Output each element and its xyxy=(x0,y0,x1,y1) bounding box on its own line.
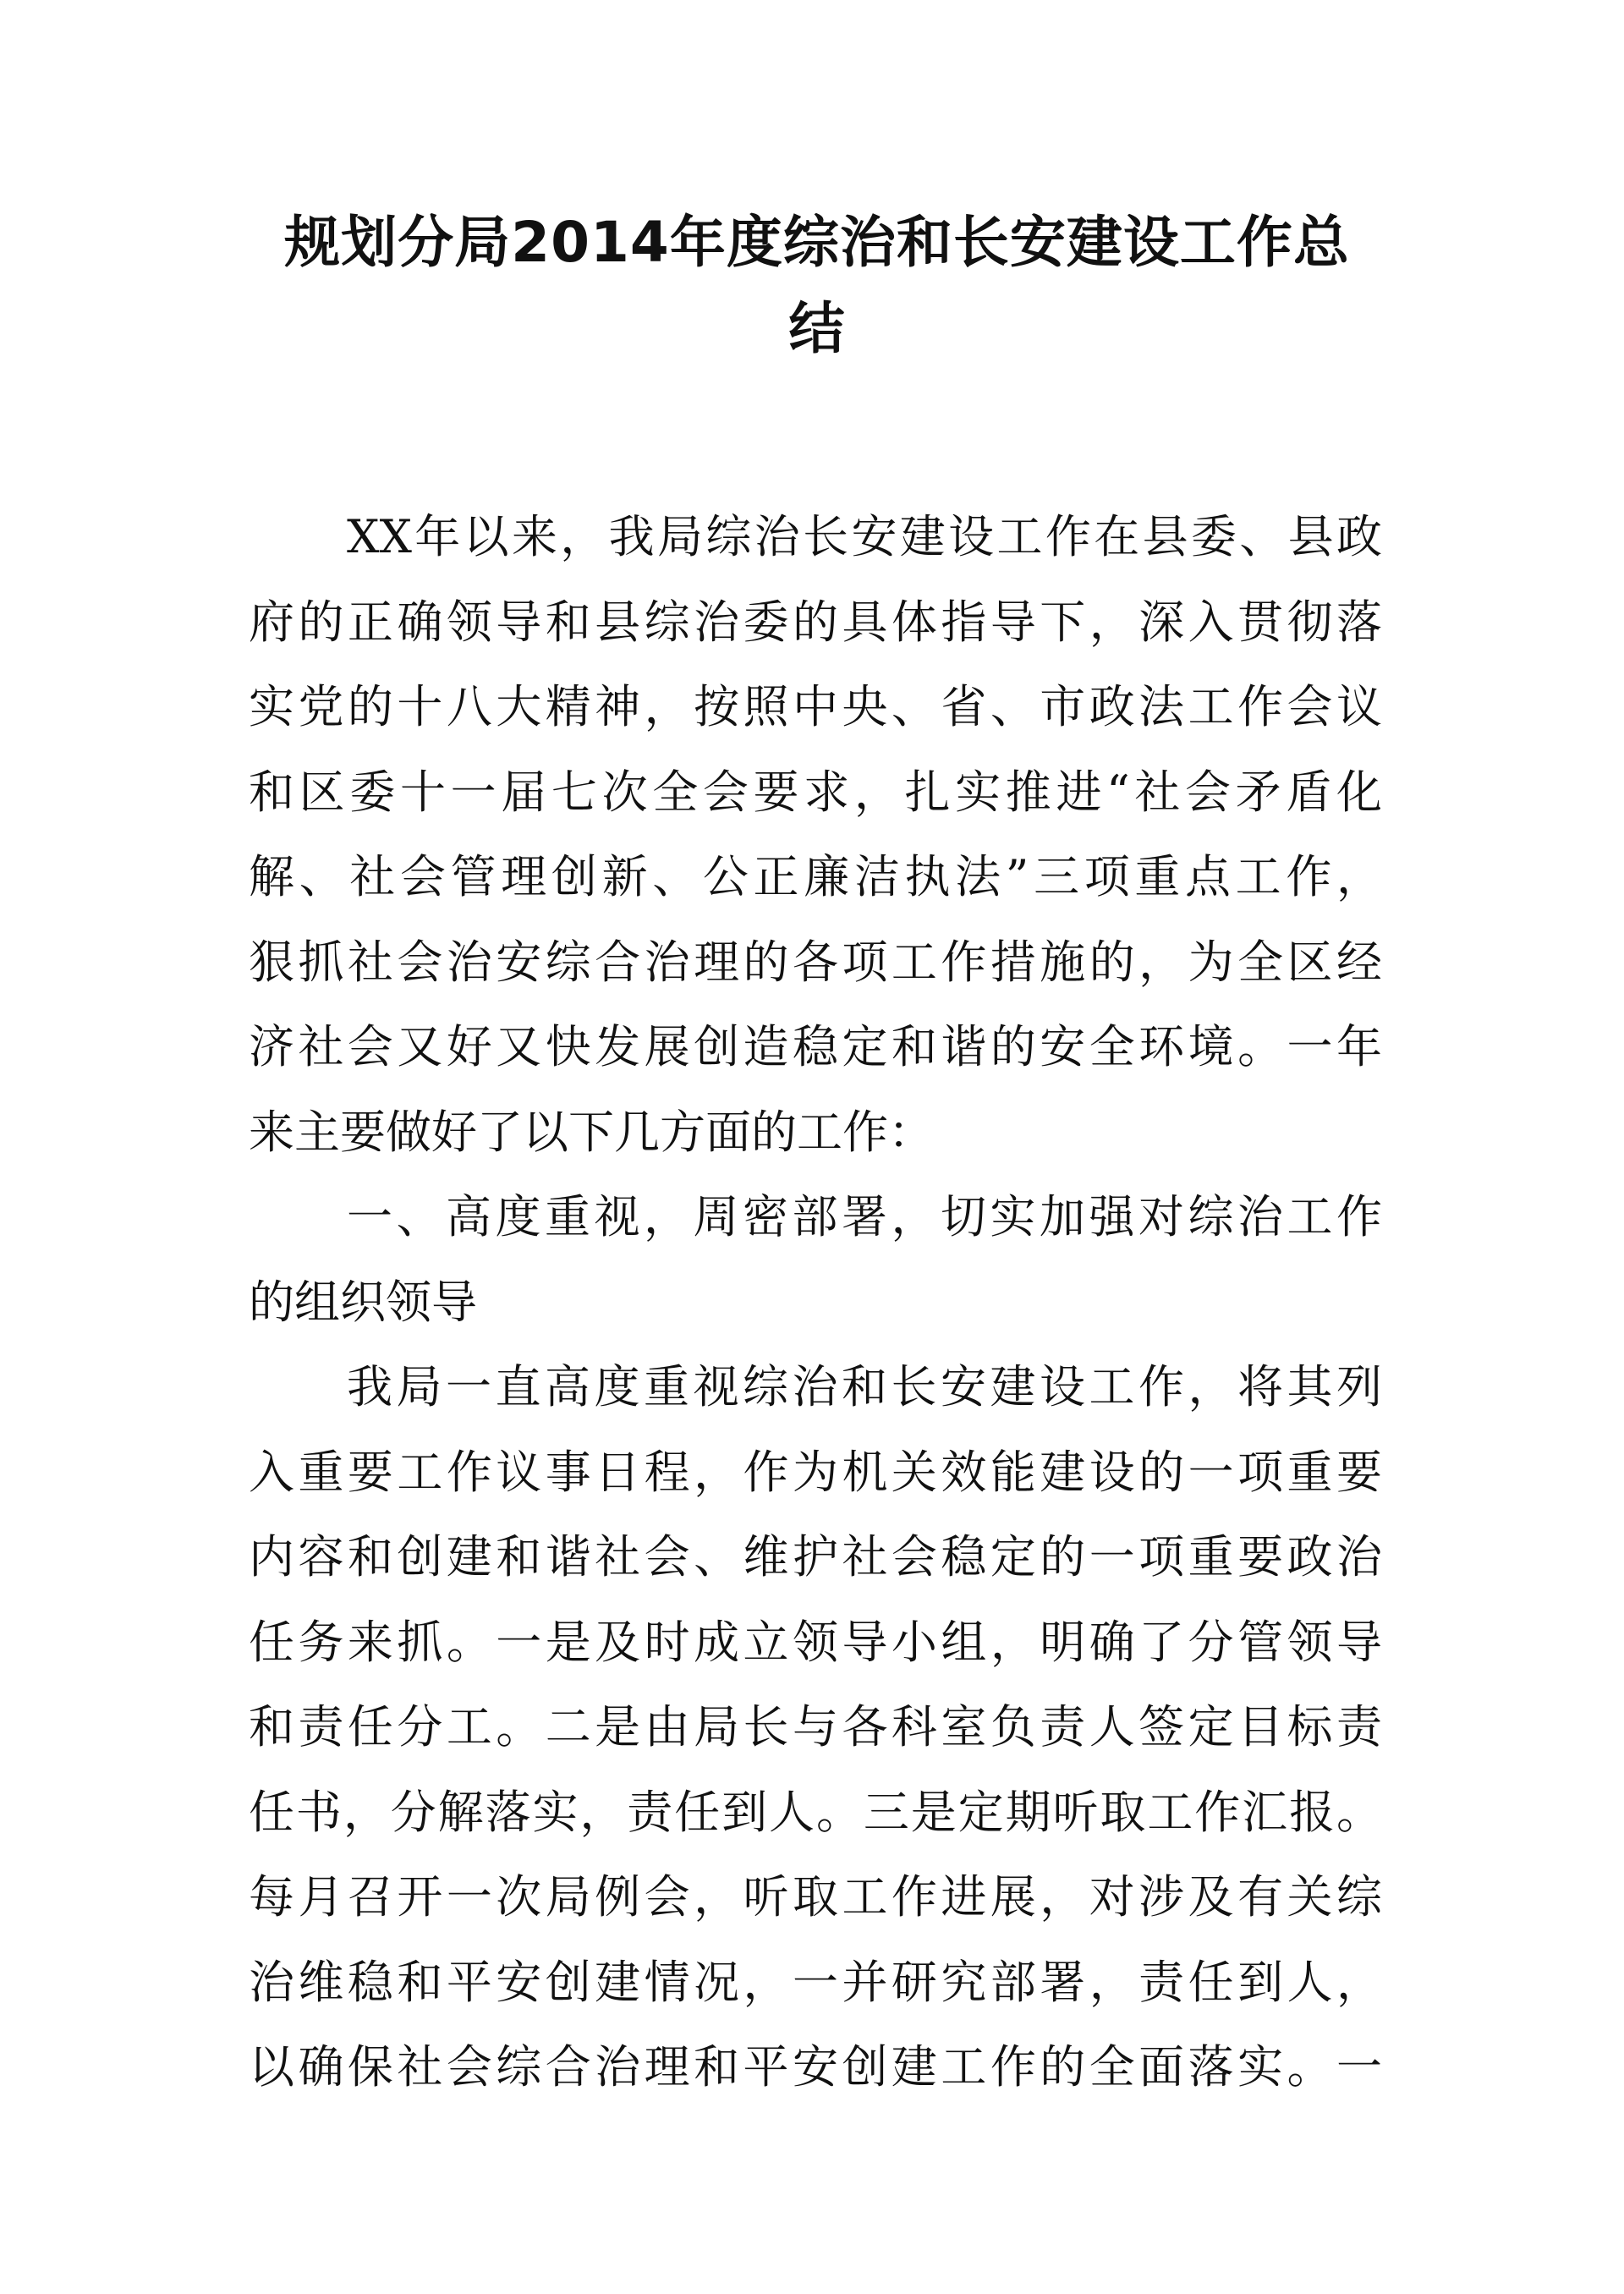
paragraph-intro xyxy=(249,495,1382,1175)
title-line-1: 规划分局2014年度综治和长安建设工作总 xyxy=(284,210,1350,275)
section-heading-1 xyxy=(249,1175,1382,1345)
title-line-2: 结 xyxy=(788,296,846,361)
paragraph-line: 任务来抓。一是及时成立领导小组，明确了分管领导 xyxy=(249,1615,1382,1669)
paragraph-line: XX年以来，我局综治长安建设工作在县委、县政 xyxy=(347,510,1382,563)
document-body xyxy=(249,495,1382,2110)
section-heading-line: 的组织领导 xyxy=(249,1275,477,1329)
paragraph-line: 和责任分工。二是由局长与各科室负责人签定目标责 xyxy=(249,1700,1382,1753)
document-title xyxy=(247,200,1387,372)
paragraph-line: 济社会又好又快发展创造稳定和谐的安全环境。一年 xyxy=(249,1020,1382,1073)
paragraph-line: 我局一直高度重视综治和长安建设工作，将其列 xyxy=(347,1360,1382,1413)
paragraph-line: 内容和创建和谐社会、维护社会稳定的一项重要政治 xyxy=(249,1530,1382,1583)
paragraph-line: 狠抓社会治安综合治理的各项工作措施的，为全区经 xyxy=(249,935,1382,989)
paragraph-line: 以确保社会综合治理和平安创建工作的全面落实。一 xyxy=(249,2040,1382,2094)
section-heading-line: 一、高度重视，周密部署，切实加强对综治工作 xyxy=(347,1190,1382,1243)
paragraph-line: 和区委十一届七次全会要求，扎实推进“社会矛盾化 xyxy=(249,765,1382,819)
paragraph-line: 每月召开一次局例会，听取工作进展，对涉及有关综 xyxy=(249,1870,1382,1924)
paragraph-line: 任书，分解落实，责任到人。三是定期听取工作汇报。 xyxy=(249,1785,1382,1839)
paragraph-line: 入重要工作议事日程，作为机关效能建设的一项重要 xyxy=(249,1445,1382,1499)
paragraph-line: 治维稳和平安创建情况，一并研究部署，责任到人， xyxy=(249,1955,1382,2009)
paragraph-line: 解、社会管理创新、公正廉洁执法”三项重点工作， xyxy=(249,850,1382,903)
paragraph-line: 实党的十八大精神，按照中央、省、市政法工作会议 xyxy=(249,680,1382,733)
paragraph-line: 府的正确领导和县综治委的具体指导下，深入贯彻落 xyxy=(249,595,1382,649)
paragraph-leadership xyxy=(249,1345,1382,2110)
paragraph-line: 来主要做好了以下几方面的工作： xyxy=(249,1105,934,1159)
